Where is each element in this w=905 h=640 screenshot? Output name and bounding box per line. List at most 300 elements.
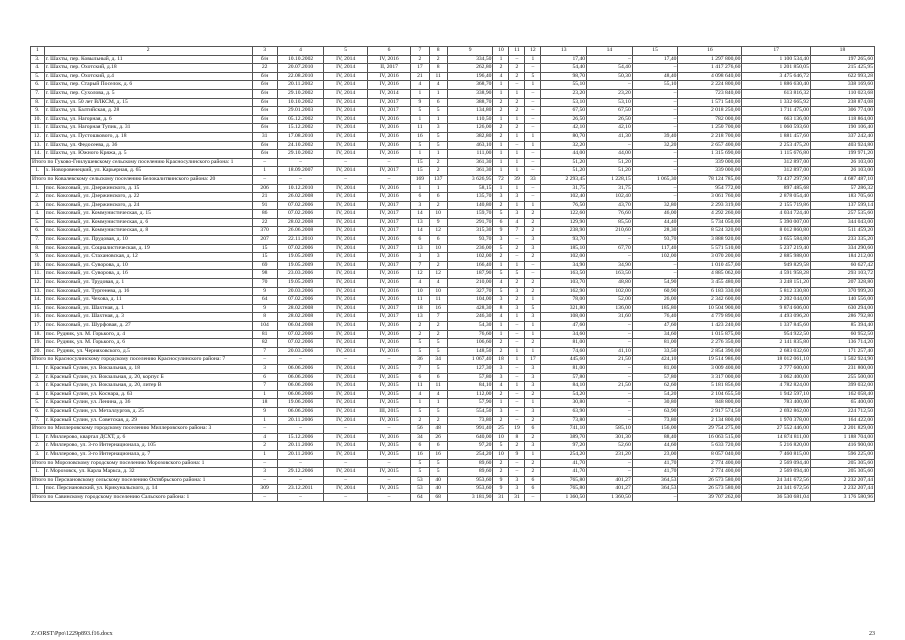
address-cell: пос. Коксовый, ул. Тургенева, д. 16: [44, 287, 252, 296]
table-cell: 60 627,42: [810, 261, 874, 270]
table-cell: 39: [509, 175, 525, 184]
table-cell: 17,40: [632, 55, 678, 64]
table-cell: 1: [429, 399, 447, 408]
table-cell: IV, 2014: [324, 382, 367, 391]
table-cell: IV, 2016: [367, 141, 410, 150]
table-cell: –: [525, 184, 541, 193]
table-cell: 84,10: [541, 382, 587, 391]
table-cell: 54,40: [587, 64, 633, 73]
address-cell: г. Шахты, ул. Нагорная Тупик, д. 31: [44, 124, 252, 133]
table-cell: 6: [429, 442, 447, 451]
table-cell: IV, 2016: [367, 72, 410, 81]
table-cell: 361,30: [447, 167, 493, 176]
table-cell: IV, 2016: [367, 433, 410, 442]
table-cell: 5 571 510,00: [678, 244, 742, 253]
table-cell: 86: [252, 210, 277, 219]
table-cell: 2: [429, 158, 447, 167]
table-cell: 29.10.2002: [277, 89, 324, 98]
table-cell: 19.06.2006: [277, 399, 324, 408]
table-cell: –: [324, 158, 367, 167]
table-cell: 4 034 724,40: [742, 210, 811, 219]
table-cell: 135,70: [447, 193, 493, 202]
table-cell: 20.: [31, 347, 45, 356]
table-cell: 11: [411, 124, 429, 133]
table-cell: 10 504 900,00: [678, 304, 742, 313]
table-cell: 6: [252, 373, 277, 382]
table-cell: 2: [429, 416, 447, 425]
table-cell: 1: [252, 167, 277, 176]
table-cell: 765,80: [541, 485, 587, 494]
table-cell: 1 060 593,60: [742, 124, 811, 133]
table-cell: 382,80: [447, 132, 493, 141]
table-cell: 2 774 400,00: [678, 468, 742, 477]
table-cell: 1: [493, 399, 509, 408]
table-cell: IV, 2014: [324, 227, 367, 236]
table-cell: 231,20: [587, 450, 633, 459]
table-cell: 3.: [31, 382, 45, 391]
table-cell: 36 530 681,04: [742, 493, 811, 502]
table-cell: б/н: [252, 115, 277, 124]
table-cell: –: [367, 356, 410, 365]
table-cell: 344 043,00: [810, 218, 874, 227]
table-cell: –: [587, 55, 633, 64]
table-cell: 78 124 785,00: [678, 175, 742, 184]
table-cell: IV, 2014: [324, 98, 367, 107]
table-row: [31, 115, 875, 124]
column-number: 14: [587, 47, 633, 56]
table-cell: –: [252, 493, 277, 502]
table-cell: 9.: [31, 253, 45, 262]
table-cell: 389,70: [541, 433, 587, 442]
table-cell: 55,10: [632, 81, 678, 90]
table-row: [31, 81, 875, 90]
table-cell: 7: [509, 227, 525, 236]
table-cell: –: [587, 81, 633, 90]
table-row: [31, 364, 875, 373]
table-cell: 07.02.2006: [277, 201, 324, 210]
table-cell: 2 018 250,00: [678, 107, 742, 116]
table-cell: 07.02.2006: [277, 330, 324, 339]
address-cell: г. Шахты, пер. Охотский, д.18: [44, 64, 252, 73]
address-cell: пос. Коксовый, ул. Дзержинского, д. 15: [44, 184, 252, 193]
table-cell: 9 874 606,00: [742, 304, 811, 313]
table-row: [31, 322, 875, 331]
table-cell: IV, 2015: [367, 416, 410, 425]
table-cell: –: [587, 373, 633, 382]
table-cell: 18 012 061,10: [742, 356, 811, 365]
table-cell: 63,90: [541, 407, 587, 416]
address-cell: г. Шахты, ул. 50 лет ВЛКСМ, д. 15: [44, 98, 252, 107]
table-cell: IV, 2014: [324, 330, 367, 339]
table-cell: 23.12.2011: [277, 485, 324, 494]
table-cell: 312 897,00: [742, 158, 811, 167]
table-cell: 1: [493, 150, 509, 159]
table-cell: 1: [429, 150, 447, 159]
table-cell: 364,53: [632, 485, 678, 494]
table-cell: 82: [252, 339, 277, 348]
table-cell: IV, 2014: [324, 132, 367, 141]
table-cell: 15: [252, 253, 277, 262]
table-row: [31, 184, 875, 193]
table-cell: 42,10: [541, 124, 587, 133]
table-cell: –: [587, 141, 633, 150]
table-cell: 6: [411, 236, 429, 245]
subtotal-row: [31, 158, 875, 167]
address-cell: пос. Коксовый, ул. Стахановская, д. 12: [44, 253, 252, 262]
table-cell: 255 500,00: [810, 373, 874, 382]
table-cell: 44,40: [632, 218, 678, 227]
table-cell: 136,00: [587, 304, 633, 313]
address-cell: пос. Коксовый, ул. Трудовая, д. 1: [44, 279, 252, 288]
table-cell: 3: [429, 253, 447, 262]
table-cell: 9: [252, 407, 277, 416]
table-cell: 3: [525, 407, 541, 416]
table-cell: 1 942 597,10: [742, 390, 811, 399]
table-cell: 55,10: [541, 81, 587, 90]
table-cell: б/н: [252, 150, 277, 159]
table-cell: 741,10: [541, 425, 587, 434]
table-cell: 3 062 400,00: [742, 373, 811, 382]
table-cell: 54,20: [632, 390, 678, 399]
table-cell: 224 712,50: [810, 407, 874, 416]
table-cell: IV, 2017: [367, 261, 410, 270]
table-cell: 2: [493, 416, 509, 425]
table-cell: 70: [252, 279, 277, 288]
table-cell: 171 257,40: [810, 347, 874, 356]
column-number: 13: [541, 47, 587, 56]
table-cell: 58,15: [447, 184, 493, 193]
address-cell: г. Шахты, ул. Пустошкового, д. 18: [44, 132, 252, 141]
table-cell: 1.: [31, 485, 45, 494]
table-cell: 7: [252, 347, 277, 356]
table-cell: 36: [411, 356, 429, 365]
table-cell: 84,10: [447, 382, 493, 391]
table-cell: 51,20: [587, 167, 633, 176]
table-cell: –: [525, 107, 541, 116]
table-cell: 26.02.2008: [277, 193, 324, 202]
table-cell: IV, 2014: [324, 416, 367, 425]
table-cell: 2: [525, 416, 541, 425]
table-cell: 424,10: [632, 356, 678, 365]
table-cell: 3: [525, 313, 541, 322]
table-cell: 2: [525, 390, 541, 399]
table-cell: 2: [493, 107, 509, 116]
table-cell: 315,30: [447, 227, 493, 236]
table-cell: IV, 2014: [324, 347, 367, 356]
table-cell: –: [367, 158, 410, 167]
table-cell: 67,50: [541, 107, 587, 116]
table-cell: 07.02.2006: [277, 244, 324, 253]
table-cell: 12: [411, 270, 429, 279]
table-cell: 663 136,00: [742, 115, 811, 124]
table-cell: 2 293 319,00: [678, 201, 742, 210]
table-cell: 20.11.2006: [277, 416, 324, 425]
table-cell: 104: [252, 322, 277, 331]
table-cell: 954 772,00: [678, 184, 742, 193]
table-cell: 4: [493, 279, 509, 288]
table-cell: 1 015 875,00: [678, 330, 742, 339]
table-cell: 2: [509, 244, 525, 253]
table-cell: 2: [411, 416, 429, 425]
table-cell: 07.02.2006: [277, 339, 324, 348]
table-row: [31, 210, 875, 219]
table-cell: 81,00: [541, 364, 587, 373]
table-cell: 428,30: [447, 304, 493, 313]
table-cell: 26 573 580,00: [678, 476, 742, 485]
table-cell: IV, 2014: [324, 261, 367, 270]
table-cell: 102,00: [541, 253, 587, 262]
table-cell: 206: [252, 184, 277, 193]
table-cell: –: [509, 330, 525, 339]
table-cell: 2 878 054,40: [742, 193, 811, 202]
table-cell: 9: [429, 218, 447, 227]
address-cell: г. Красный Сулин, ул. Советская, д. 29: [44, 416, 252, 425]
column-number: 15: [632, 47, 678, 56]
table-cell: 5: [509, 270, 525, 279]
table-cell: 11: [429, 382, 447, 391]
table-row: [31, 55, 875, 64]
table-cell: 3.: [31, 201, 45, 210]
table-cell: 262,80: [447, 64, 493, 73]
table-row: [31, 261, 875, 270]
table-cell: 6: [429, 236, 447, 245]
table-cell: 1: [411, 89, 429, 98]
table-cell: 52,00: [587, 296, 633, 305]
address-cell: пос. Коксовый, ул. Дзержинского, д. 24: [44, 201, 252, 210]
table-cell: 156,00: [632, 425, 678, 434]
table-cell: 953,60: [447, 476, 493, 485]
table-cell: 254,20: [447, 450, 493, 459]
table-cell: 14: [411, 227, 429, 236]
column-number: 12: [525, 47, 541, 56]
table-cell: 5 633 720,00: [678, 442, 742, 451]
table-cell: 848 800,00: [678, 399, 742, 408]
table-row: [31, 107, 875, 116]
table-row: [31, 253, 875, 262]
table-cell: IV, 2014: [324, 399, 367, 408]
table-cell: 4: [429, 390, 447, 399]
table-cell: 2: [509, 98, 525, 107]
table-cell: 388,70: [447, 98, 493, 107]
table-cell: 10: [429, 287, 447, 296]
table-cell: 2 134 800,00: [678, 416, 742, 425]
table-cell: 51,20: [541, 167, 587, 176]
table-cell: 1 360,50: [541, 493, 587, 502]
table-cell: IV, 2017: [367, 218, 410, 227]
table-cell: 56: [411, 425, 429, 434]
table-cell: 187,90: [447, 270, 493, 279]
table-cell: 3 176 580,96: [810, 493, 874, 502]
table-row: [31, 218, 875, 227]
table-cell: 2: [493, 468, 509, 477]
table-cell: б/н: [252, 98, 277, 107]
table-cell: 24 341 672,56: [742, 476, 811, 485]
table-cell: 48: [429, 425, 447, 434]
table-cell: 1.: [31, 433, 45, 442]
table-cell: 2 293,45: [541, 175, 587, 184]
table-cell: 103,70: [541, 279, 587, 288]
table-cell: 2: [509, 107, 525, 116]
table-cell: 1 332 665,92: [742, 98, 811, 107]
table-cell: 15.12.2002: [277, 124, 324, 133]
table-cell: 76,40: [632, 313, 678, 322]
table-cell: 3: [509, 287, 525, 296]
table-cell: 53: [411, 485, 429, 494]
table-cell: 5: [429, 132, 447, 141]
table-cell: 11.: [31, 270, 45, 279]
table-cell: 10.10.2002: [277, 55, 324, 64]
address-cell: пос. Коксовый, ул. Коммунистическая, д. 15: [44, 210, 252, 219]
table-cell: 2 202 044,00: [742, 296, 811, 305]
table-cell: IV, 2015: [367, 373, 410, 382]
table-cell: 5: [493, 244, 509, 253]
table-cell: 29.01.2003: [277, 107, 324, 116]
table-cell: 5: [411, 459, 429, 468]
table-cell: 6 183 330,00: [678, 287, 742, 296]
table-cell: 41,70: [541, 468, 587, 477]
table-cell: 80,70: [541, 132, 587, 141]
table-cell: 3 626,95: [447, 175, 493, 184]
table-cell: 47,60: [632, 322, 678, 331]
table-cell: 42,10: [587, 124, 633, 133]
table-cell: –: [525, 64, 541, 73]
table-cell: 2 232 207,44: [810, 476, 874, 485]
table-cell: –: [525, 193, 541, 202]
table-cell: 72: [493, 175, 509, 184]
table-cell: IV, 2014: [324, 450, 367, 459]
table-cell: 1 571 540,00: [678, 98, 742, 107]
table-cell: 41,10: [587, 347, 633, 356]
table-cell: 185,80: [632, 304, 678, 313]
table-cell: 3 009 400,00: [678, 364, 742, 373]
table-cell: IV, 2014: [324, 304, 367, 313]
table-cell: 9: [493, 476, 509, 485]
table-cell: –: [632, 98, 678, 107]
table-cell: IV, 2017: [367, 167, 410, 176]
table-cell: 46,00: [632, 210, 678, 219]
table-cell: 338,90: [447, 89, 493, 98]
table-cell: 34: [411, 433, 429, 442]
table-cell: 127,30: [447, 364, 493, 373]
table-cell: IV, 2017: [367, 244, 410, 253]
table-cell: б/н: [252, 72, 277, 81]
table-cell: 361,30: [447, 158, 493, 167]
table-row: [31, 89, 875, 98]
table-cell: 1: [429, 89, 447, 98]
table-cell: –: [509, 373, 525, 382]
table-cell: 2 141 835,80: [742, 339, 811, 348]
table-cell: 3: [493, 364, 509, 373]
table-cell: 98: [252, 270, 277, 279]
table-cell: 10: [411, 287, 429, 296]
table-cell: 5 734 050,00: [678, 218, 742, 227]
table-cell: 236,00: [447, 244, 493, 253]
table-cell: 2 569 094,40: [742, 468, 811, 477]
table-cell: 111,00: [447, 150, 493, 159]
table-cell: б/н: [252, 81, 277, 90]
table-cell: 7: [429, 313, 447, 322]
table-cell: 20.03.2006: [277, 347, 324, 356]
table-cell: 65 400,00: [810, 399, 874, 408]
table-cell: 2 885 988,00: [742, 253, 811, 262]
table-cell: –: [252, 476, 277, 485]
table-cell: 1 970 378,00: [742, 416, 811, 425]
column-number: 9: [447, 47, 493, 56]
table-cell: 215 425,95: [810, 64, 874, 73]
table-cell: 4: [509, 218, 525, 227]
table-cell: IV, 2015: [367, 485, 410, 494]
table-cell: 28.02.2008: [277, 304, 324, 313]
table-cell: 129,90: [541, 218, 587, 227]
table-cell: 21,50: [587, 382, 633, 391]
table-cell: IV, 2016: [367, 253, 410, 262]
table-cell: 26: [429, 433, 447, 442]
table-cell: 1: [509, 201, 525, 210]
address-cell: г. Красный Сулин, ул. Вокзальная, д. 18: [44, 364, 252, 373]
table-cell: 54,40: [541, 64, 587, 73]
table-cell: 23,20: [587, 89, 633, 98]
table-cell: –: [324, 459, 367, 468]
table-cell: 2: [429, 167, 447, 176]
table-cell: –: [277, 175, 324, 184]
table-cell: 1: [509, 158, 525, 167]
subtotal-row: [31, 459, 875, 468]
table-cell: 2 253 475,20: [742, 141, 811, 150]
table-cell: 69: [252, 261, 277, 270]
table-cell: 1: [525, 296, 541, 305]
table-cell: 19.05.2009: [277, 261, 324, 270]
table-cell: б/н: [252, 107, 277, 116]
table-cell: 2: [525, 459, 541, 468]
table-cell: IV, 2014: [324, 184, 367, 193]
table-cell: 2.: [31, 193, 45, 202]
table-cell: 2: [525, 433, 541, 442]
table-cell: 2: [525, 339, 541, 348]
table-cell: 463,10: [447, 141, 493, 150]
table-cell: 1: [525, 322, 541, 331]
table-cell: 4 098 640,00: [678, 72, 742, 81]
table-cell: 16.: [31, 313, 45, 322]
table-cell: 9: [252, 304, 277, 313]
table-cell: –: [509, 364, 525, 373]
table-row: [31, 244, 875, 253]
table-cell: 196,40: [447, 72, 493, 81]
table-cell: 3: [525, 442, 541, 451]
table-cell: 81,00: [632, 339, 678, 348]
table-cell: 3: [509, 485, 525, 494]
table-cell: 102,40: [587, 193, 633, 202]
table-cell: –: [324, 493, 367, 502]
table-cell: –: [277, 476, 324, 485]
table-cell: 1 337 845,60: [742, 322, 811, 331]
table-cell: 34,90: [541, 261, 587, 270]
table-cell: 31,75: [587, 184, 633, 193]
table-cell: 1: [509, 356, 525, 365]
table-cell: –: [509, 141, 525, 150]
table-cell: 164 422,00: [810, 416, 874, 425]
table-cell: 81,00: [632, 364, 678, 373]
table-cell: 32,80: [632, 201, 678, 210]
table-cell: 16: [411, 450, 429, 459]
table-cell: IV, 2016: [367, 81, 410, 90]
table-cell: 5: [493, 442, 509, 451]
table-cell: 2.: [31, 373, 45, 382]
table-row: [31, 279, 875, 288]
table-cell: 5: [429, 347, 447, 356]
page-number: 23: [869, 631, 875, 637]
table-cell: 18.: [31, 330, 45, 339]
table-cell: IV, 2014: [324, 390, 367, 399]
